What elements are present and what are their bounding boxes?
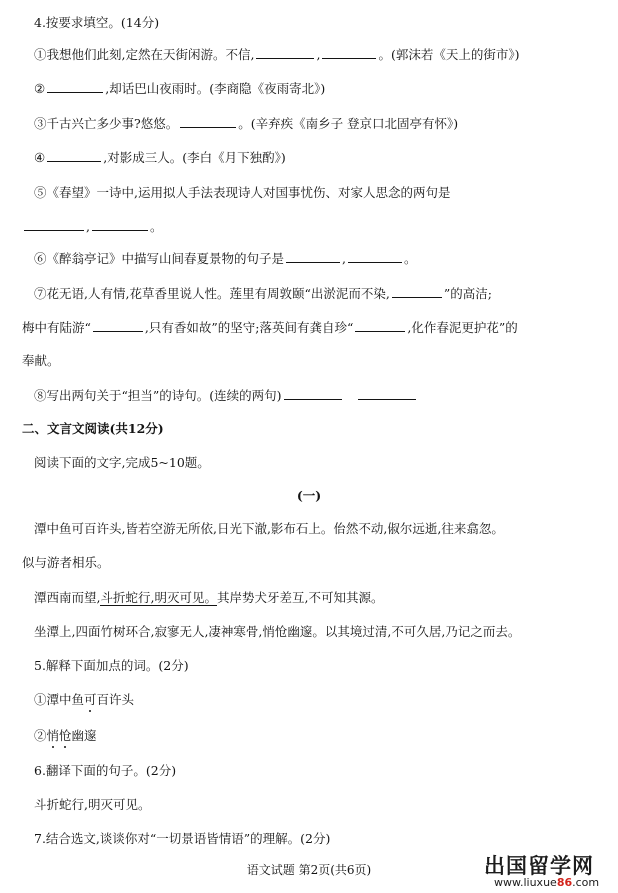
q6-heading: 6.翻译下面的句子。(2分) xyxy=(34,763,177,778)
answer-blank[interactable] xyxy=(322,46,376,59)
passage-para-2 xyxy=(34,589,606,607)
answer-blank[interactable] xyxy=(358,387,416,400)
q4-item-5-text-a: ⑤《春望》一诗中,运用拟人手法表现诗人对国事忧伤、对家人思念的两句是 xyxy=(34,185,451,200)
q4-item-7-end xyxy=(22,352,606,370)
q4-item-7-text-b: ”的高洁; xyxy=(443,286,492,301)
watermark-url-red: 86 xyxy=(556,876,573,889)
q4-item-4 xyxy=(34,149,606,167)
q4-item-7-text-a: ⑦花无语,人有情,花草香里说人性。莲里有周敦颐“出淤泥而不染, xyxy=(34,286,390,301)
dotted-word: 可 xyxy=(84,692,97,707)
q4-item-8-text-a: ⑧写出两句关于“担当”的诗句。(连续的两句) xyxy=(34,388,282,403)
answer-blank[interactable] xyxy=(348,250,402,263)
passage-para-2-b: 其岸势犬牙差互,不可知其源。 xyxy=(216,590,384,605)
answer-blank[interactable] xyxy=(47,149,101,162)
passage-para-2-a: 潭西南而望, xyxy=(34,590,101,605)
answer-blank[interactable] xyxy=(286,250,340,263)
answer-blank[interactable] xyxy=(256,46,314,59)
q5-item-a xyxy=(34,691,606,709)
q4-item-4-text-a: ④ xyxy=(34,150,46,165)
q4-item-7-text-f: 奉献。 xyxy=(22,353,60,368)
answer-blank[interactable] xyxy=(284,387,342,400)
q5-item-b-pre: ② xyxy=(34,728,47,743)
answer-blank[interactable] xyxy=(392,285,442,298)
q6-sentence: 斗折蛇行,明灭可见。 xyxy=(34,797,151,812)
watermark-brand: 出国留学网 xyxy=(484,854,594,878)
answer-blank[interactable] xyxy=(180,115,236,128)
q5-item-a-pre: ①潭中鱼 xyxy=(34,692,85,707)
q5-item-b-post: 幽邃 xyxy=(71,728,97,743)
q4-item-5-end: 。 xyxy=(149,219,163,234)
q4-item-6-sep: , xyxy=(342,251,346,266)
q4-item-3-text-a: ③千古兴亡多少事?悠悠。 xyxy=(34,116,179,131)
q4-item-2 xyxy=(34,80,606,98)
site-watermark xyxy=(478,855,616,891)
q4-item-2-text-a: ② xyxy=(34,81,46,96)
passage-para-1-line-2: 似与游者相乐。 xyxy=(22,555,110,570)
answer-blank[interactable] xyxy=(92,218,148,231)
q4-item-6-text-a: ⑥《醉翁亭记》中描写山间春夏景物的句子是 xyxy=(34,251,285,266)
q5-item-b xyxy=(34,727,606,745)
passage-para-3: 坐潭上,四面竹树环合,寂寥无人,凄神寒骨,悄怆幽邃。以其境过清,不可久居,乃记之而去。 xyxy=(34,624,521,639)
answer-blank[interactable] xyxy=(93,319,143,332)
q4-item-1 xyxy=(34,46,606,64)
q4-item-7 xyxy=(34,285,606,303)
watermark-url-post: .com xyxy=(572,876,600,889)
q4-item-5 xyxy=(34,184,606,202)
q5-item-a-post: 百许头 xyxy=(96,692,135,707)
q4-item-1-text-b: 。(郭沫若《天上的街市》) xyxy=(378,47,520,62)
q4-item-7-text-d: ,只有香如故”的坚守;落英间有龚自珍“ xyxy=(144,320,354,335)
q4-item-4-text-b: ,对影成三人。(李白《月下独酌》) xyxy=(103,150,286,165)
answer-blank[interactable] xyxy=(24,218,84,231)
section2-heading: 二、文言文阅读(共12分) xyxy=(22,421,164,436)
q4-item-2-text-b: ,却话巴山夜雨时。(李商隐《夜雨寄北》) xyxy=(105,81,326,96)
dotted-word: 悄 xyxy=(46,728,60,743)
answer-blank[interactable] xyxy=(47,80,103,93)
q4-item-7-text-e: ,化作春泥更护花”的 xyxy=(407,320,518,335)
q4-item-3-text-b: 。(辛弃疾《南乡子 登京口北固亭有怀》) xyxy=(238,116,459,131)
passage-para-1-line-1: 潭中鱼可百许头,皆若空游无所依,日光下澈,影布石上。佁然不动,俶尔远逝,往来翕忽。 xyxy=(34,521,504,536)
q4-item-1-text-a: ①我想他们此刻,定然在天街闲游。不信, xyxy=(34,47,255,62)
underlined-sentence: 斗折蛇行,明灭可见。 xyxy=(100,590,217,605)
q4-item-6 xyxy=(34,250,606,268)
q4-item-5-sep: , xyxy=(86,219,90,234)
section2-instruction: 阅读下面的文字,完成5~10题。 xyxy=(34,455,210,470)
watermark-url xyxy=(494,877,599,889)
q4-item-1-sep: , xyxy=(316,47,321,62)
q4-item-6-end: 。 xyxy=(404,251,417,266)
watermark-url-pre: www.liuxue xyxy=(494,876,557,889)
q4-item-8 xyxy=(34,387,606,405)
q7-heading: 7.结合选文,谈谈你对“一切景语皆情语”的理解。(2分) xyxy=(34,831,331,846)
page-footer: 语文试题 第2页(共6页) xyxy=(246,863,372,877)
q4-heading: 4.按要求填空。(14分) xyxy=(34,15,160,30)
q5-heading: 5.解释下面加点的词。(2分) xyxy=(34,658,189,673)
q4-item-3 xyxy=(34,115,606,133)
q4-item-7-cont xyxy=(22,319,606,337)
q4-item-7-text-c: 梅中有陆游“ xyxy=(22,320,91,335)
dotted-word: 怆 xyxy=(59,728,72,743)
answer-blank[interactable] xyxy=(355,319,405,332)
q4-item-5-cont xyxy=(22,218,606,236)
passage-part-title: (一) xyxy=(296,488,322,503)
